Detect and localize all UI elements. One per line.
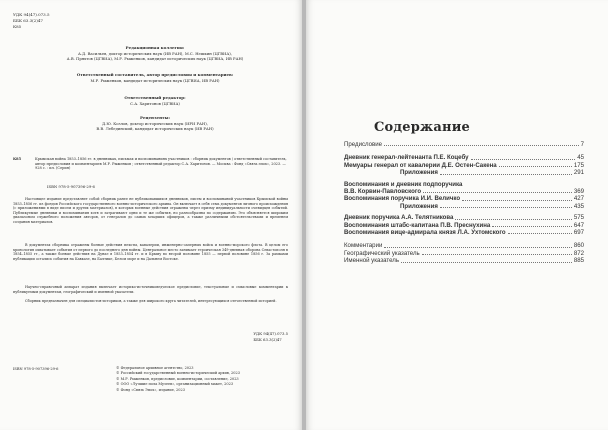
responsible-editor-block: [40, 95, 270, 106]
toc-entry-title: Географический указатель: [344, 249, 420, 257]
reviewer-line: Д.Ю. Козлов, доктор исторических наук (ИРИ РАН),: [102, 120, 208, 126]
toc-entry: [344, 195, 584, 202]
toc-leader-dots: [401, 262, 572, 263]
toc-page-number: 872: [573, 249, 584, 257]
toc-entry-title: Дневник генерал-лейтенанта П.Е. Коцебу: [344, 154, 469, 162]
toc-leader-dots: [384, 247, 571, 248]
isbn-bottom: ISBN 978-5-907396-29-6: [13, 367, 59, 371]
board-heading: Редакционная коллегия:: [125, 45, 185, 50]
bbk-code: ББК 63.3(2)47: [253, 337, 282, 342]
toc-entry: [344, 141, 584, 148]
toc-leader-dots: [508, 233, 572, 234]
toc-entry-title: Приложения: [400, 202, 438, 210]
author-mark: К85: [13, 24, 22, 29]
classification-codes: [13, 12, 50, 30]
author-mark: К85: [13, 157, 22, 161]
compiler-heading: Ответственный составитель, автор предисловия и комментариев:: [76, 72, 234, 77]
compiler-block: [40, 72, 270, 83]
toc-leader-dots: [462, 200, 572, 201]
annotation-paragraph: В документах сборника отражены боевые действия пехоты, кавалерии, инженерно-саперных войск и военно-морского флота. В целом его хронология охватывает события от первого до последнего дня войны. Центральное место занимает героическая 349-дневная оборона Севастополя в 1854–1855 гг., а также боевые действия на Дунае в 1853–1854 гг. и в Крыму во второй половине 1855 — первой половине 1856 г. За рамками публикации остались события на Кавказе, на Балтике, Белом море и на Дальнем Востоке.: [13, 243, 288, 261]
toc-entry: [344, 250, 584, 257]
bibliographic-description: Крымская война 1853–1856 гг. в дневниках, письмах и воспоминаниях участников : сборник документов / ответственный составитель, автор предисловия и комментариев М.Р. Рыженков ; ответственный редактор С.А. Харитонов. — Москва : Фонд «Связь эпох», 2023. — 928 с. : ил. (Серия): [35, 157, 287, 171]
toc-leader-dots: [422, 254, 572, 255]
toc-page-number: 575: [573, 214, 584, 222]
toc-entry-title: Воспоминания штабс-капитана П.В. Преснухина: [344, 221, 491, 229]
toc-entry: [344, 222, 584, 229]
toc-entry: [344, 162, 584, 169]
toc-entry: [344, 181, 584, 188]
toc-title: Содержание: [374, 120, 471, 135]
annotation-paragraph: Настоящее издание представляет собой сборник ранее не публиковавшихся дневников, писем и воспоминаний участников Крымской войны 1853–1856 гг. из фондов Российского государственного военно-исторического архива. Он включает в себя семь документов личного происхождения (с приложениями в виде писем и других материалов), в которых военные действия отражены через призму индивидуальности очевидцев событий. Публикуемые дневники и воспоминания хотя и затрагивают одни и те же события, но разнообразны по содержанию. Это объясняется широким диапазоном служебного положения авторов, от генералов до самых младших офицеров, а также различными обстоятельствами и временем создания материалов.: [13, 197, 288, 224]
bbk-code: ББК 63.3(2)47: [13, 18, 43, 23]
board-line: А.Д. Васильев, доктор исторических наук (ИВ РАН), М.С. Нешкин (ЦГВИА),: [78, 50, 232, 56]
toc-entry-title: Приложения: [400, 169, 438, 177]
annotation-paragraph: Сборник предназначен для специалистов-историков, а также для широкого круга читателей, интересующихся отечественной историей.: [25, 299, 277, 303]
table-of-contents: [344, 141, 584, 265]
toc-page-number: 427: [573, 195, 584, 203]
toc-entry: [344, 169, 584, 176]
toc-leader-dots: [455, 219, 571, 220]
toc-entry-title: Дневник поручика А.А. Телятникова: [344, 214, 454, 222]
toc-leader-dots: [471, 159, 576, 160]
toc-entry-title: Воспоминания поручика И.И. Величко: [344, 195, 461, 203]
board-line: А.В. Пряхтов (ЦГВИА), М.Р. Рыженков, кандидат исторических наук (ЦГВИА, ИВ РАН): [66, 56, 244, 61]
reviewers-block: [40, 115, 270, 132]
toc-entry-title: Предисловие: [344, 141, 383, 148]
toc-entry-title: Воспоминания вице-адмирала князя Л.А. Ухтомского: [344, 229, 506, 237]
toc-entry: [344, 154, 584, 161]
copyright-line: © Федеральное архивное агентство, 2023: [116, 366, 194, 370]
toc-page-number: 647: [573, 221, 584, 229]
toc-page-number: 885: [573, 257, 584, 265]
toc-page-number: 45: [577, 154, 584, 162]
toc-leader-dots: [384, 145, 579, 146]
toc-leader-dots: [423, 192, 572, 193]
toc-leader-dots: [499, 166, 572, 167]
toc-entry-title: Мемуары генерал от кавалерии Д.Е. Остен-Сакена: [344, 161, 497, 169]
udk-code: УДК 94(47).073.5: [13, 12, 50, 17]
copyright-line: © М.Р. Рыженков, предисловие, комментарии, составление, 2023: [116, 376, 239, 381]
toc-entry: [344, 214, 584, 221]
reviewer-line: В.В. Лебединский, кандидат исторических наук (ИВ РАН): [96, 126, 214, 131]
toc-entry: [344, 242, 584, 249]
toc-entry-title: В.В. Корвин-Павловского: [344, 188, 422, 196]
copyright-line: © Фонд «Связь Эпох», издание, 2023: [116, 387, 185, 392]
editorial-board: [40, 45, 270, 62]
toc-page-number: 175: [573, 161, 584, 169]
toc-page-number: 7: [580, 141, 584, 148]
compiler-line: М.Р. Рыженков, кандидат исторических наук (ЦГВИА, ИВ РАН): [90, 77, 220, 83]
toc-entry-title: Комментарии: [344, 242, 383, 250]
toc-leader-dots: [492, 226, 572, 227]
toc-page-number: 435: [573, 202, 584, 210]
annotation-paragraph: Научно-справочный аппарат издания включает историко-источниковедческое предисловие, текстуальные и смысловые комментарии к публикуемым документам, географический и именной указатели.: [13, 285, 288, 294]
udk-code: УДК 94(47).073.5: [253, 331, 288, 336]
toc-page-number: 697: [573, 229, 584, 237]
toc-entry-title: Именной указатель: [344, 257, 400, 265]
toc-page-number: 369: [573, 188, 584, 196]
toc-page-number: 860: [573, 242, 584, 250]
responsible-editor-line: С.А. Харитонов (ЦГВИА): [130, 100, 180, 106]
toc-entry: [344, 188, 584, 195]
isbn: ISBN 978-5-907396-29-6: [47, 184, 95, 189]
toc-entry: [344, 229, 584, 236]
toc-entry: [344, 203, 584, 210]
toc-entry: [344, 257, 584, 264]
copyright-line: © ООО «Лучшие пола Музеев», организационный макет, 2023: [116, 382, 234, 387]
toc-page-number: 291: [573, 169, 584, 177]
responsible-editor-heading: Ответственный редактор:: [124, 95, 186, 100]
toc-entry-title: Воспоминания и дневник подпоручика: [344, 180, 463, 188]
classification-codes-bottom: [253, 331, 288, 343]
copyright-block: [116, 366, 240, 393]
toc-leader-dots: [440, 174, 572, 175]
left-page: [0, 0, 302, 430]
toc-leader-dots: [440, 207, 572, 208]
bibliographic-record: [13, 157, 288, 171]
reviewers-heading: Рецензенты:: [140, 115, 170, 120]
copyright-line: © Российский государственный военно-исторический архив, 2023: [116, 371, 240, 376]
